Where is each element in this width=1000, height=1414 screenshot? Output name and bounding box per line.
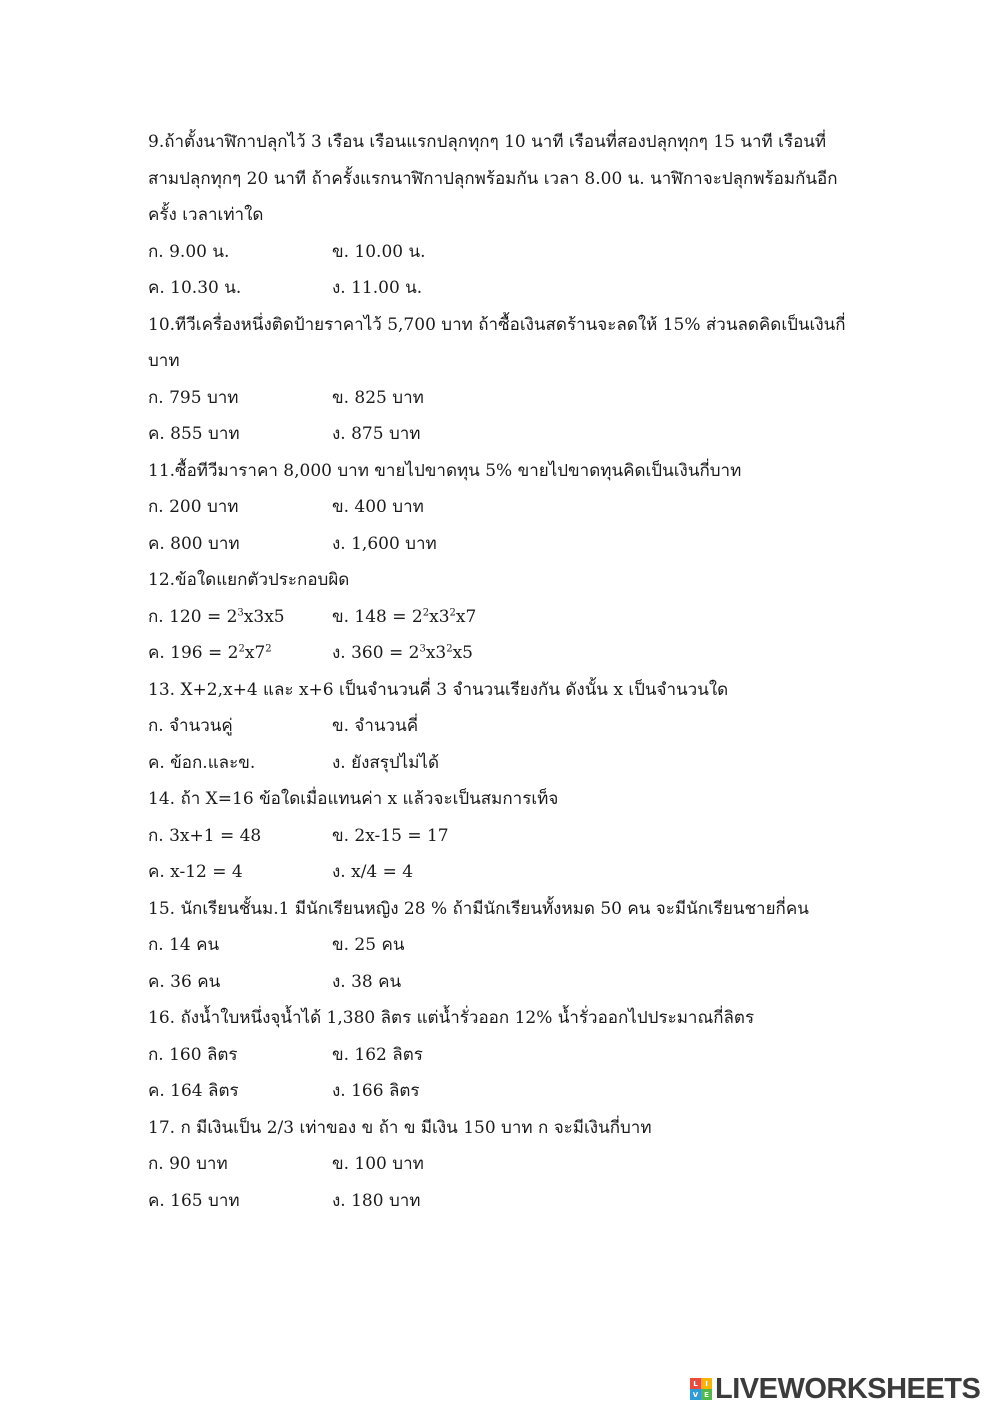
choice-b[interactable]: ข. $148 = 2^2x3^2x7$: [332, 606, 477, 627]
choice-b[interactable]: ข. 825 บาท: [332, 387, 424, 408]
question-17: [148, 1110, 848, 1220]
liveworksheets-logo: [690, 1374, 980, 1404]
choice-row: [148, 854, 848, 891]
choice-b[interactable]: ข. 10.00 น.: [332, 241, 426, 262]
question-text: 15. นักเรียนชั้นม.1 มีนักเรียนหญิง 28 % ถ้ามีนักเรียนทั้งหมด 50 คน จะมีนักเรียนชายกี่คน: [148, 898, 809, 919]
choice-a[interactable]: ก. 3x+1 = 48: [148, 825, 262, 846]
choice-a[interactable]: ก. $120 = 2^3x3x5$: [148, 606, 285, 627]
choice-row: [148, 745, 848, 782]
choice-c[interactable]: ค. 164 ลิตร: [148, 1081, 239, 1101]
question-10: [148, 307, 848, 453]
choice-row: [148, 1037, 848, 1074]
choice-row: [148, 234, 848, 271]
choice-row: [148, 380, 848, 417]
choice-d[interactable]: ง. x/4 = 4: [332, 862, 414, 882]
choice-d[interactable]: ง. 1,600 บาท: [332, 533, 437, 554]
question-16: [148, 1000, 848, 1110]
question-14: [148, 781, 848, 891]
choice-c[interactable]: ค. ข้อก.และข.: [148, 752, 256, 773]
question-text: 14. ถ้า X=16 ข้อใดเมื่อแทนค่า x แล้วจะเป็นสมการเท็จ: [148, 789, 559, 809]
question-text: 9.ถ้าตั้งนาฬิกาปลุกไว้ 3 เรือน เรือนแรกปลุกทุกๆ 10 นาที เรือนที่สองปลุกทุกๆ 15 นาที เรือนที่: [148, 132, 827, 152]
logo-tile-e: E: [701, 1389, 712, 1400]
logo-tile-l: L: [690, 1378, 701, 1389]
choice-b[interactable]: ข. 162 ลิตร: [332, 1044, 423, 1065]
choice-c[interactable]: ค. x-12 = 4: [148, 862, 243, 882]
choice-row: [148, 526, 848, 563]
question-12: [148, 562, 848, 672]
choice-c[interactable]: ค. $196 = 2^2x7^2$: [148, 643, 272, 663]
choice-a[interactable]: ก. 160 ลิตร: [148, 1044, 238, 1065]
choice-row: [148, 927, 848, 964]
choice-b[interactable]: ข. จำนวนคี่: [332, 716, 419, 736]
choice-a[interactable]: ก. 90 บาท: [148, 1154, 228, 1174]
choice-row: [148, 416, 848, 453]
choice-d[interactable]: ง. 875 บาท: [332, 424, 421, 444]
choice-d[interactable]: ง. 180 บาท: [332, 1190, 421, 1211]
question-13: [148, 672, 848, 782]
choice-row: [148, 599, 848, 636]
question-text: 13. X+2,x+4 และ x+6 เป็นจำนวนคี่ 3 จำนวนเรียงกัน ดังนั้น x เป็นจำนวนใด: [148, 679, 729, 700]
choice-row: [148, 489, 848, 526]
choice-row: [148, 635, 848, 672]
choice-a[interactable]: ก. 795 บาท: [148, 387, 239, 408]
logo-text: LIVEWORKSHEETS: [715, 1372, 981, 1405]
choice-d[interactable]: ง. 166 ลิตร: [332, 1081, 420, 1101]
choice-b[interactable]: ข. 25 คน: [332, 935, 405, 955]
choice-row: [148, 818, 848, 855]
question-text: บาท: [148, 351, 180, 371]
choice-row: [148, 1073, 848, 1110]
liveworksheets-logo-icon: [690, 1378, 712, 1400]
question-11: [148, 453, 848, 563]
choice-c[interactable]: ค. 855 บาท: [148, 424, 240, 444]
question-text: สามปลุกทุกๆ 20 นาที ถ้าครั้งแรกนาฬิกาปลุกพร้อมกัน เวลา 8.00 น. นาฬิกาจะปลุกพร้อมกันอีก: [148, 168, 838, 189]
question-15: [148, 891, 848, 1001]
choice-d[interactable]: ง. $360 = 2^3x3^2x5$: [332, 643, 473, 663]
choice-b[interactable]: ข. 400 บาท: [332, 497, 424, 517]
choice-row: [148, 708, 848, 745]
choice-c[interactable]: ค. 36 คน: [148, 971, 221, 992]
question-text: 12.ข้อใดแยกตัวประกอบผิด: [148, 570, 350, 590]
question-9: [148, 124, 848, 307]
question-text: ครั้ง เวลาเท่าใด: [148, 205, 264, 225]
choice-c[interactable]: ค. 165 บาท: [148, 1190, 240, 1211]
choice-row: [148, 964, 848, 1001]
choice-a[interactable]: ก. 9.00 น.: [148, 241, 230, 262]
choice-a[interactable]: ก. 14 คน: [148, 935, 220, 955]
choice-row: [148, 1146, 848, 1183]
choice-c[interactable]: ค. 800 บาท: [148, 533, 240, 554]
question-text: 17. ก มีเงินเป็น 2/3 เท่าของ ข ถ้า ข มีเงิน 150 บาท ก จะมีเงินกี่บาท: [148, 1117, 652, 1138]
question-text: 16. ถังน้ำใบหนึ่งจุน้ำได้ 1,380 ลิตร แต่น้ำรั่วออก 12% น้ำรั่วออกไปประมาณกี่ลิตร: [148, 1008, 755, 1028]
choice-row: [148, 270, 848, 307]
choice-d[interactable]: ง. 38 คน: [332, 971, 402, 992]
choice-a[interactable]: ก. 200 บาท: [148, 497, 239, 517]
choice-b[interactable]: ข. 2x-15 = 17: [332, 825, 449, 846]
question-text: 10.ทีวีเครื่องหนึ่งติดป้ายราคาไว้ 5,700 บาท ถ้าซื้อเงินสดร้านจะลดให้ 15% ส่วนลดคิดเป็นเงินกี่: [148, 314, 846, 335]
choice-d[interactable]: ง. ยังสรุปไม่ได้: [332, 752, 440, 773]
logo-tile-v: V: [690, 1389, 701, 1400]
choice-b[interactable]: ข. 100 บาท: [332, 1154, 424, 1174]
choice-c[interactable]: ค. 10.30 น.: [148, 278, 242, 298]
worksheet-content: [148, 124, 848, 1219]
logo-tile-i: I: [701, 1378, 712, 1389]
choice-row: [148, 1183, 848, 1220]
question-text: 11.ซื้อทีวีมาราคา 8,000 บาท ขายไปขาดทุน 5% ขายไปขาดทุนคิดเป็นเงินกี่บาท: [148, 460, 742, 481]
choice-a[interactable]: ก. จำนวนคู่: [148, 716, 233, 736]
choice-d[interactable]: ง. 11.00 น.: [332, 278, 423, 298]
